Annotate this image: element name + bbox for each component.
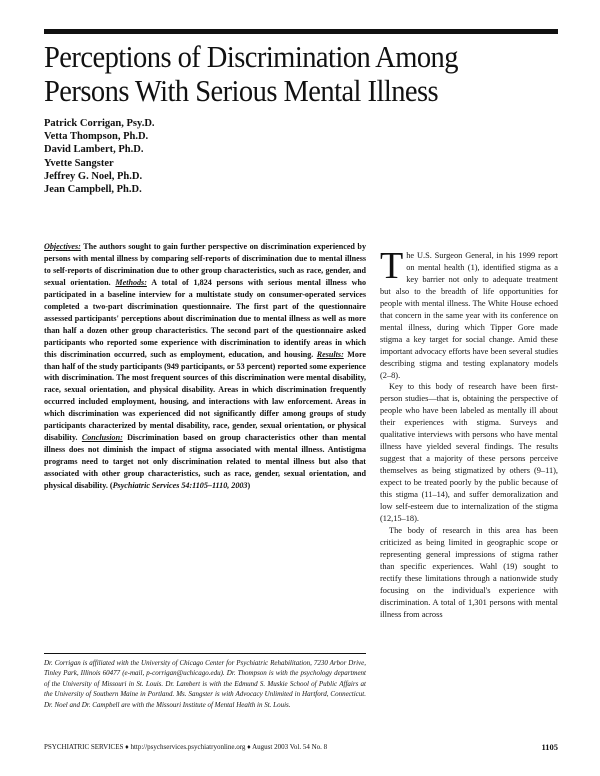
conclusion-text: Discrimination based on group characteristics other than mental illness does not diminish the impact of stigma associated with mental illness. Antistigma programs need to target not only discrimination related to mental illness but also that associated with other group characteristics, such as race, gender, sexual orientation, and physical disability. ( <box>44 433 366 491</box>
body-text-column <box>380 245 558 621</box>
journal-name: PSYCHIATRIC SERVICES <box>44 743 124 751</box>
conclusion-label: Conclusion: <box>81 433 123 443</box>
diamond-separator: ♦ <box>247 743 251 751</box>
title-line-1: Perceptions of Discrimination Among <box>44 39 458 74</box>
author-name: Yvette Sangster <box>44 157 114 169</box>
page-footer <box>44 741 558 753</box>
methods-text: A total of 1,824 persons with serious mental illness who participated in a baseline interview for a multistate study on consumer-operated services completed a two-part discrimination questionnaire. The first part of the questionnaire assessed participants' perceptions about discrimination due to mental illness as well as more than half a dozen other group characteristics. The second part of the questionnaire asked participants who reported some experience with discrimination to identify areas in which this discrimination occurred, such as employment, education, and housing. <box>44 277 366 359</box>
objectives-label: Objectives: <box>44 242 81 251</box>
citation-close: ) <box>247 481 251 491</box>
results-text: More than half of the study participants (949 participants, or 53 percent) reported some experience with discrimination. The most frequent sources of this discrimination were mental disability, race, sexual orientation, and physical disability. Areas in which discrimination frequently occurred included employment, housing, and interactions with law enforcement. Areas in which discrimination was experienced did not significantly differ among groups of study participants characterized by mental disability, race, gender, sexual orientation, or physical disability. <box>44 349 366 443</box>
journal-url[interactable]: http://psychservices.psychiatryonline.org <box>130 743 246 751</box>
diamond-separator: ♦ <box>125 743 129 751</box>
body-paragraph: Key to this body of research have been first-person studies—that is, obtaining the perspective of people who have been labeled as mentally ill about their experiences with stigma. Surveys and qualitative interviews with persons who have mental illness have yielded several findings. The results suggest that a majority of these persons perceive themselves as being stigmatized by others (9–11), expect to be treated poorly by the public because of this stigma (11–14), and suffer demoralization and low self-esteem due to internalization of the stigma (12,15–18). <box>380 382 558 523</box>
body-paragraph <box>380 245 558 381</box>
drop-cap: T <box>380 245 404 287</box>
body-paragraph: The body of research in this area has been criticized as being limited in geographic scope or representing general impressions of stigma rather than specific experiences. Wahl (19) sought to rectify these limitations through a nationwide study focusing on the individual's experience with discrimination. A total of 1,301 persons with mental illness from across <box>380 525 558 619</box>
issue-info: August 2003 Vol. 54 No. 8 <box>252 743 328 751</box>
top-rule <box>44 29 558 34</box>
abstract <box>44 241 366 492</box>
methods-label: Methods: <box>115 277 147 287</box>
article-title <box>44 40 522 108</box>
author-list <box>44 117 155 196</box>
author-affiliations-footnote: Dr. Corrigan is affiliated with the University of Chicago Center for Psychiatric Rehabilitation, 7230 Arbor Drive, Tinley Park, Illinois 60477 (e-mail, p-corrigan@uchicago.edu). Dr. Thompson is with the psychology department of the University of Missouri in St. Louis. Dr. Lambert is with the Edmund S. Muskie School of Public Affairs at the University of Southern Maine in Portland. Ms. Sangster is with Advocacy Unlimited in Hartford, Connecticut. Dr. Noel and Dr. Campbell are with the Missouri Institute of Mental Health in St. Louis. <box>44 653 366 710</box>
author-name: Jeffrey G. Noel, Ph.D. <box>44 170 143 182</box>
page-number: 1105 <box>541 742 558 752</box>
author-name: David Lambert, Ph.D. <box>44 144 144 156</box>
footer-running-line <box>44 741 327 753</box>
objectives-text: The authors sought to gain further perspective on discrimination experienced by persons with mental illness by comparing self-reports of discrimination due to mental illness to self-reports of discrimination due to other group characteristics, such as race, gender, and sexual orientation. <box>44 242 366 287</box>
title-line-2: Persons With Serious Mental Illness <box>44 73 439 108</box>
author-name: Vetta Thompson, Ph.D. <box>44 131 149 143</box>
paragraph-text: he U.S. Surgeon General, in his 1999 report on mental health (1), identified stigma as a key barrier not only to adequate treatment but also to the breadth of life opportunities for people with mental illness. The White House echoed that concern in the same year with its conference on mental illness, during which Tipper Gore made stigma a key target for social change. Amid these important advocacy efforts have been several studies describing stigma and testing explanatory models (2–8). <box>380 251 558 380</box>
author-name: Patrick Corrigan, Psy.D. <box>44 118 155 129</box>
citation: Psychiatric Services 54:1105–1110, 2003 <box>112 481 248 491</box>
results-label: Results: <box>316 349 344 359</box>
author-name: Jean Campbell, Ph.D. <box>44 184 142 196</box>
